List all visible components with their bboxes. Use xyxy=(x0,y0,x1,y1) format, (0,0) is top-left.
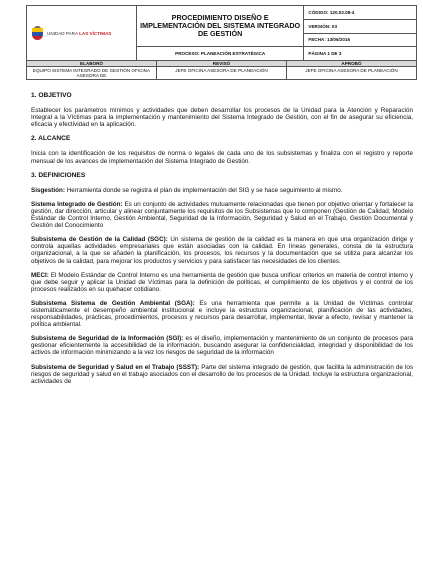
document-version: VERSIÓN: 03 xyxy=(304,19,417,33)
logo-cell xyxy=(27,6,137,61)
unidad-victimas-logo xyxy=(31,26,136,41)
definition-sgc: Subsistema de Gestión de la Calidad (SGC): Un sistema de gestión de la calidad es la manera en que una organización dirige y controla aquellas actividades empresariales que están asociadas con la calidad. En líneas generales, consta de la estructura organizacional, a la que se añaden la planificación, los procesos, los recursos y la documentación que se utiliza para alcanzar los objetivos de la calidad, para mejorar los productos y servicios y para satisfacer las necesidades de los clientes. xyxy=(31,236,413,265)
colombia-crest-icon xyxy=(31,26,44,41)
definiciones-heading: 3. DEFINICIONES xyxy=(31,171,86,179)
definition-sisgestion: Sisgestión: Herramienta donde se registra el plan de implementación del SIG y se hace seguimiento al mismo. xyxy=(31,186,343,194)
document-header xyxy=(26,5,417,61)
elaboro-header: ELABORÓ xyxy=(27,61,157,67)
process-name: PROCESO: PLANEACIÓN ESTRATÉGICA xyxy=(136,47,304,61)
signoff-table xyxy=(26,60,417,80)
reviso-value: JEFE OFICINA ASESORA DE PLANEACIÓN xyxy=(156,67,286,80)
objetivo-heading: 1. OBJETIVO xyxy=(31,92,72,99)
objetivo-paragraph: Establecer los parámetros mínimos y actividades que deben desarrollar los procesos de la Unidad para la Atención y Reparación Integral a la Víctimas para la implementación y mantenimiento del Sistema Integrado de Gestión, con el fin de asegurar su eficiencia, eficacia y efectividad en la aplicación. xyxy=(31,107,413,129)
aprobo-value: JEFE OFICINA ASESORA DE PLANEACIÓN xyxy=(286,67,416,80)
definition-ssst: Subsistema de Seguridad y Salud en el Trabajo (SSST): Parte del sistema integrado de gestión, que facilita la administración de los riesgos de seguridad y salud en el trabajo asociados con el desarrollo de los procesos de la Unidad. Incluye la estructura organizacional, actividades de xyxy=(31,363,413,385)
aprobo-header: APROBÓ xyxy=(286,61,416,67)
alcance-paragraph: Inicia con la identificación de los requisitos de norma o legales de cada uno de los subsistemas y finaliza con el registro y reporte mensual de los avances de implementación del Sistema Integrado de Gestión. xyxy=(31,150,413,165)
alcance-heading: 2. ALCANCE xyxy=(31,135,71,143)
document-body xyxy=(31,92,413,392)
document-title: PROCEDIMIENTO DISEÑO E IMPLEMENTACIÓN DEL SISTEMA INTEGRADO DE GESTIÓN xyxy=(136,6,304,47)
definition-meci: MECI: El Modelo Estándar de Control Interno es una herramienta de gestión que busca unificar criterios en materia de control interno y que debe seguir y aplicar la Unidad de Víctimas para la definición de políticas, el cumplimiento de los objetivos y el control de los procesos realizados en su quehacer cotidiano. xyxy=(31,271,413,293)
document-date: FECHA: 13/06/2016 xyxy=(304,33,417,47)
reviso-header: REVISÓ xyxy=(156,61,286,67)
definition-sga: Subsistema Sistema de Gestión Ambiental (SGA): Es una herramienta que permite a la Unidad de Víctimas controlar sistemáticamente el desempeño ambiental institucional e incluye la estructura organizacional, planificación de las actividades, responsabilidades, prácticas, procedimientos, procesos y recursos para desarrollar, implementar, llevar a efecto, revisar y mantener la política ambiental. xyxy=(31,299,413,329)
page-number: PÁGINA 1 DE 3 xyxy=(304,47,417,61)
definition-sgi: Subsistema de Seguridad de la Información (SGI): es el diseño, implementación y mantenimiento de un conjunto de procesos para gestionar eficientemente la accesibilidad de la información, buscando asegurar la confidencialidad, integridad y disponibilidad de los activos de información minimizando a la vez los riesgos de seguridad de la información xyxy=(31,335,413,357)
logo-text: UNIDAD PARA LAS VÍCTIMAS xyxy=(47,30,112,36)
definition-sig: Sistema Integrado de Gestión: Es un conjunto de actividades mutuamente relacionadas que tienen por objetivo orientar y fortalecer la gestión, dar dirección, articular y alinear conjuntamente los requisitos de los Subsistemas que lo componen (Gestión de Calidad, Modelo Estándar de Control Interno, Gestión Ambiental, Seguridad de la Información, Seguridad y Salud en el Trabajo, Gestión Documental y Gestión del Conocimiento xyxy=(31,200,413,230)
elaboro-value: EQUIPO SISTEMA INTEGRADO DE GESTIÓN OFICINA ASESORA DE xyxy=(27,67,157,80)
document-code: CÓDIGO: 120.02.08-4 xyxy=(304,6,417,20)
